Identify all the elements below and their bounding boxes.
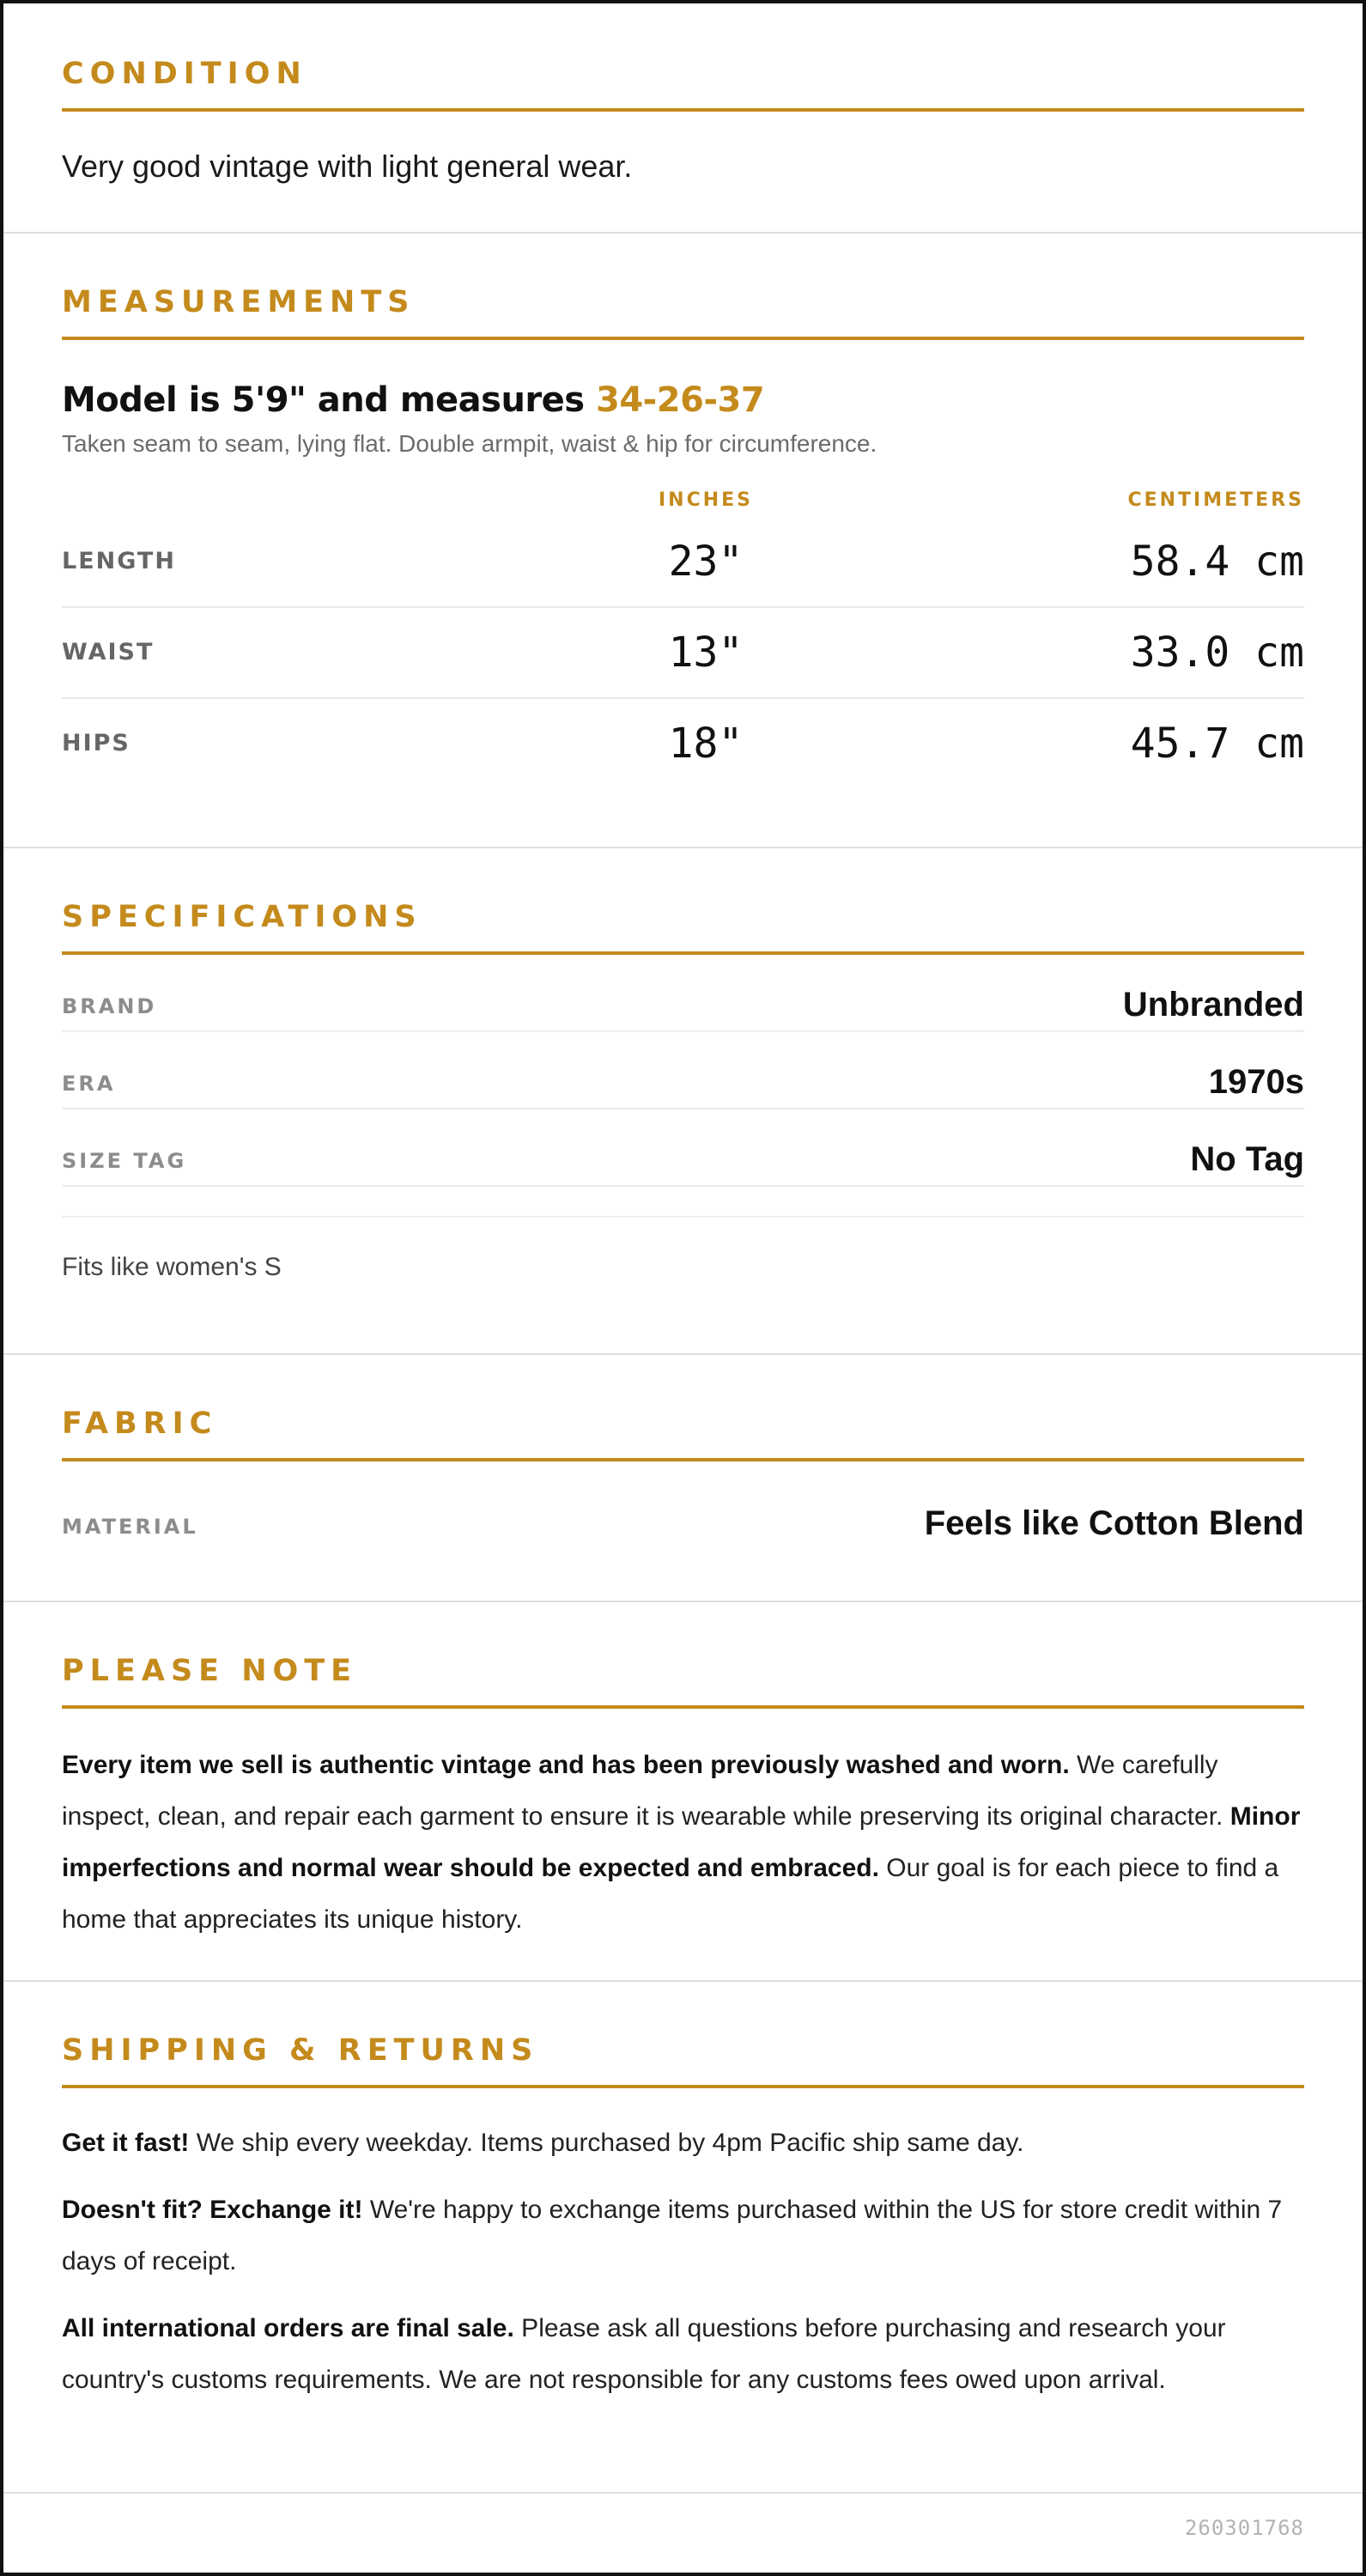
measurement-row-length [62, 517, 1304, 608]
spec-value: 1970s [1208, 1063, 1304, 1101]
model-measurements [62, 380, 1304, 421]
measurement-inches: 18" [668, 720, 744, 768]
item-id: 260301768 [1184, 2516, 1304, 2540]
shipping-paragraph-fast [62, 2117, 1304, 2169]
spec-row-brand [62, 955, 1304, 1032]
please-note-bold-2: Minor imperfections and normal wear should be expected and embraced. [62, 1802, 1301, 1882]
shipping-paragraph-exchange [62, 2184, 1304, 2287]
spec-row-era [62, 1032, 1304, 1109]
shipping-returns-section [3, 1982, 1363, 2494]
condition-text: Very good vintage with light general wear. [62, 149, 633, 184]
spec-row-size-tag [62, 1109, 1304, 1187]
spec-value: Unbranded [1122, 986, 1304, 1024]
measurement-label: HIPS [62, 730, 131, 756]
measurement-inches: 13" [668, 629, 744, 677]
inches-column-header: INCHES [658, 489, 754, 511]
measurement-inches: 23" [668, 538, 744, 586]
measurement-cm: 45.7 cm [1130, 720, 1304, 768]
shipping-text-1: We ship every weekday. Items purchased by 4pm Pacific ship same day. [189, 2129, 1024, 2157]
shipping-title: SHIPPING & RETURNS [62, 2033, 1304, 2088]
please-note-section [3, 1602, 1363, 1982]
shipping-text-2: We're happy to exchange items purchased within the US for store credit within 7 days of receipt. [62, 2196, 1283, 2275]
shipping-bold-1: Get it fast! [62, 2129, 190, 2157]
spec-label: SIZE TAG [62, 1149, 187, 1173]
measurements-section [3, 234, 1363, 848]
please-note-text [62, 1740, 1304, 1946]
condition-title: CONDITION [62, 57, 1304, 112]
spec-label: ERA [62, 1072, 116, 1096]
spec-divider [62, 1187, 1304, 1218]
please-note-bold-1: Every item we sell is authentic vintage and has been previously washed and worn. [62, 1751, 1070, 1779]
fabric-value: Feels like Cotton Blend [924, 1504, 1304, 1542]
fabric-row-material [62, 1461, 1304, 1556]
condition-section [3, 3, 1363, 234]
model-measures-value: 34-26-37 [596, 380, 765, 420]
fabric-label: MATERIAL [62, 1515, 198, 1539]
measurement-row-hips [62, 699, 1304, 788]
measurement-label: WAIST [62, 639, 155, 665]
specifications-section [3, 848, 1363, 1355]
measurements-header [62, 489, 1304, 517]
measurements-subtitle: Taken seam to seam, lying flat. Double armpit, waist & hip for circumference. [62, 430, 877, 457]
shipping-text-3: Please ask all questions before purchasing and research your country's customs requirements. We are not responsible for any customs fees owed upon arrival. [62, 2314, 1226, 2394]
model-prefix: Model is 5'9" and measures [62, 380, 597, 420]
shipping-paragraph-international [62, 2303, 1304, 2406]
shipping-bold-2: Doesn't fit? Exchange it! [62, 2196, 363, 2224]
fit-note: Fits like women's S [62, 1253, 282, 1281]
centimeters-column-header: CENTIMETERS [1127, 489, 1304, 511]
spec-value: No Tag [1190, 1140, 1304, 1178]
measurement-label: LENGTH [62, 548, 176, 574]
fabric-section [3, 1355, 1363, 1602]
measurement-row-waist [62, 608, 1304, 699]
please-note-text-1: We carefully inspect, clean, and repair each garment to ensure it is wearable while preserving its original character. [62, 1751, 1230, 1831]
fabric-title: FABRIC [62, 1406, 1304, 1461]
please-note-text-2: Our goal is for each piece to find a home that appreciates its unique history. [62, 1854, 1279, 1934]
shipping-bold-3: All international orders are final sale. [62, 2314, 514, 2342]
specifications-title: SPECIFICATIONS [62, 900, 1304, 955]
spec-label: BRAND [62, 994, 157, 1018]
measurement-cm: 33.0 cm [1130, 629, 1304, 677]
measurements-title: MEASUREMENTS [62, 285, 1304, 340]
measurement-cm: 58.4 cm [1130, 538, 1304, 586]
please-note-title: PLEASE NOTE [62, 1654, 1304, 1709]
